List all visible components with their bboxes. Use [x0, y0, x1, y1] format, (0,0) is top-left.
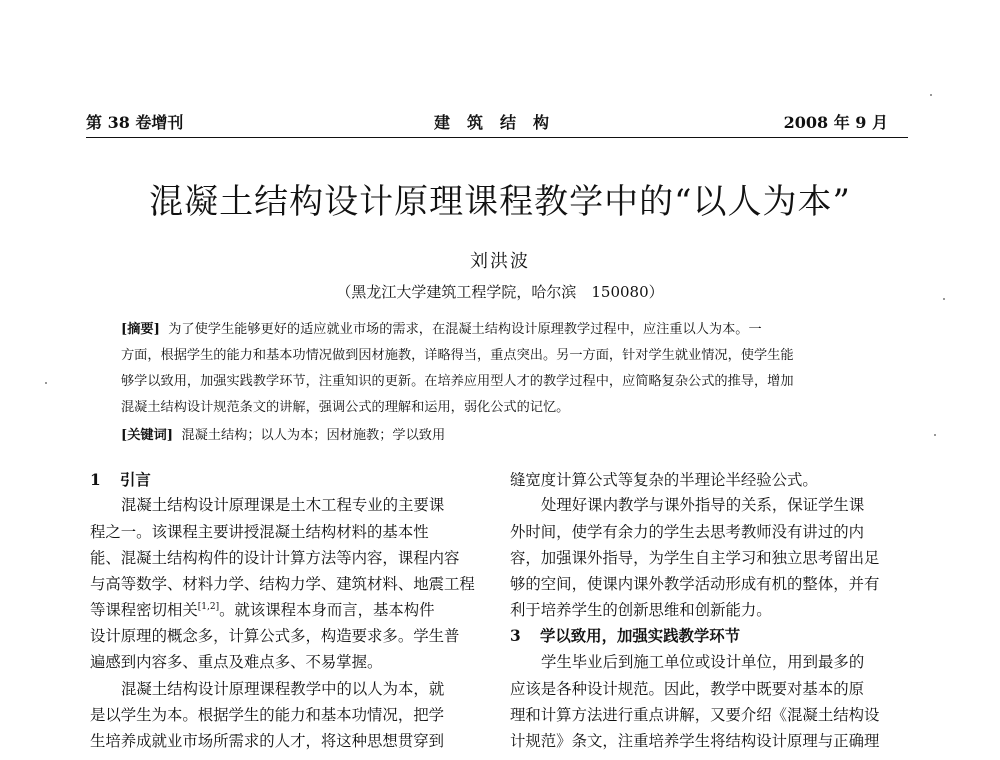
left-para1-line-5	[90, 600, 435, 620]
keywords-text: 混凝土结构；以人为本；因材施教；学以致用	[181, 428, 446, 443]
section-1-title: 引言	[120, 471, 151, 489]
abstract-line-2: 方面，根据学生的能力和基本功情况做到因材施教，详略得当，重点突出。另一方面，针对学生就业情况，使学生能	[121, 348, 794, 363]
right-para2-line-4: 计规范》条文，注重培养学生将结构设计原理与正确理	[510, 732, 880, 750]
abstract-line-3: 够学以致用，加强实践教学环节，注重知识的更新。在培养应用型人才的教学过程中，应简略复杂公式的推导，增加	[121, 374, 794, 389]
abstract-line-4: 混凝土结构设计规范条文的讲解，强调公式的理解和运用，弱化公式的记忆。	[121, 400, 570, 415]
right-para1-line-1: 处理好课内教学与课外指导的关系，保证学生课	[541, 496, 865, 514]
left-para2-line-2: 是以学生为本。根据学生的能力和基本功情况，把学	[90, 706, 444, 724]
paper-title: 混凝土结构设计原理课程教学中的“以人为本”	[149, 182, 851, 222]
right-para2-line-3: 理和计算方法进行重点讲解，又要介绍《混凝土结构设	[510, 706, 880, 724]
section-3-number: 3	[510, 627, 521, 645]
citation-ref: [1,2]	[197, 601, 220, 612]
left-para1-line-2: 程之一。该课程主要讲授混凝土结构材料的基本性	[90, 523, 429, 541]
right-para1-line-5: 利于培养学生的创新思维和创新能力。	[510, 601, 772, 619]
author-name: 刘洪波	[470, 251, 530, 272]
right-para1-line-4: 够的空间，使课内课外教学活动形成有机的整体，并有	[510, 575, 880, 593]
running-header-volume: 第 38 卷增刊	[86, 113, 184, 132]
right-line-0: 缝宽度计算公式等复杂的半理论半经验公式。	[510, 471, 818, 489]
section-3-title: 学以致用，加强实践教学环节	[540, 627, 741, 645]
citation-sentence-start: 等课程密切相关	[90, 601, 198, 619]
scan-speck	[943, 298, 945, 300]
right-para2-line-2: 应该是各种设计规范。因此，教学中既要对基本的原	[510, 680, 864, 698]
citation-sentence-end: 。就该课程本身而言，基本构件	[219, 601, 435, 619]
right-para2-line-1: 学生毕业后到施工单位或设计单位，用到最多的	[541, 653, 865, 671]
header-rule	[86, 137, 908, 138]
running-header-date: 2008 年 9 月	[783, 113, 888, 132]
abstract-line-1	[121, 321, 762, 339]
scan-speck	[45, 382, 47, 384]
left-para1-line-4: 与高等数学、材料力学、结构力学、建筑材料、地震工程	[90, 575, 475, 593]
left-para2-line-3: 生培养成就业市场所需求的人才，将这种思想贯穿到	[90, 732, 444, 750]
abstract-text-1: 为了使学生能够更好的适应就业市场的需求，在混凝土结构设计原理教学过程中，应注重以人为本。一	[168, 322, 762, 337]
right-para1-line-2: 外时间，使学有余力的学生去思考教师没有讲过的内	[510, 523, 864, 541]
left-para1-line-7: 遍感到内容多、重点及难点多、不易掌握。	[90, 653, 383, 671]
left-para1-line-6: 设计原理的概念多，计算公式多，构造要求多。学生普	[90, 627, 460, 645]
scan-speck	[930, 94, 932, 96]
right-para1-line-3: 容，加强课外指导，为学生自主学习和独立思考留出足	[510, 549, 880, 567]
left-para2-line-1: 混凝土结构设计原理课程教学中的以人为本，就	[121, 680, 445, 698]
section-3-heading	[510, 626, 740, 646]
running-header-journal: 建筑结构	[433, 113, 566, 132]
author-affiliation: （黑龙江大学建筑工程学院，哈尔滨 150080）	[336, 283, 664, 301]
left-para1-line-3: 能、混凝土结构构件的设计计算方法等内容，课程内容	[90, 549, 460, 567]
section-1-number: 1	[90, 471, 101, 489]
keywords-label: [关键词]	[121, 428, 174, 443]
abstract-label: [摘要]	[121, 322, 160, 337]
scan-speck	[934, 434, 936, 436]
keywords-line	[121, 427, 445, 445]
section-1-heading	[90, 470, 151, 490]
left-para1-line-1: 混凝土结构设计原理课是土木工程专业的主要课	[121, 496, 445, 514]
